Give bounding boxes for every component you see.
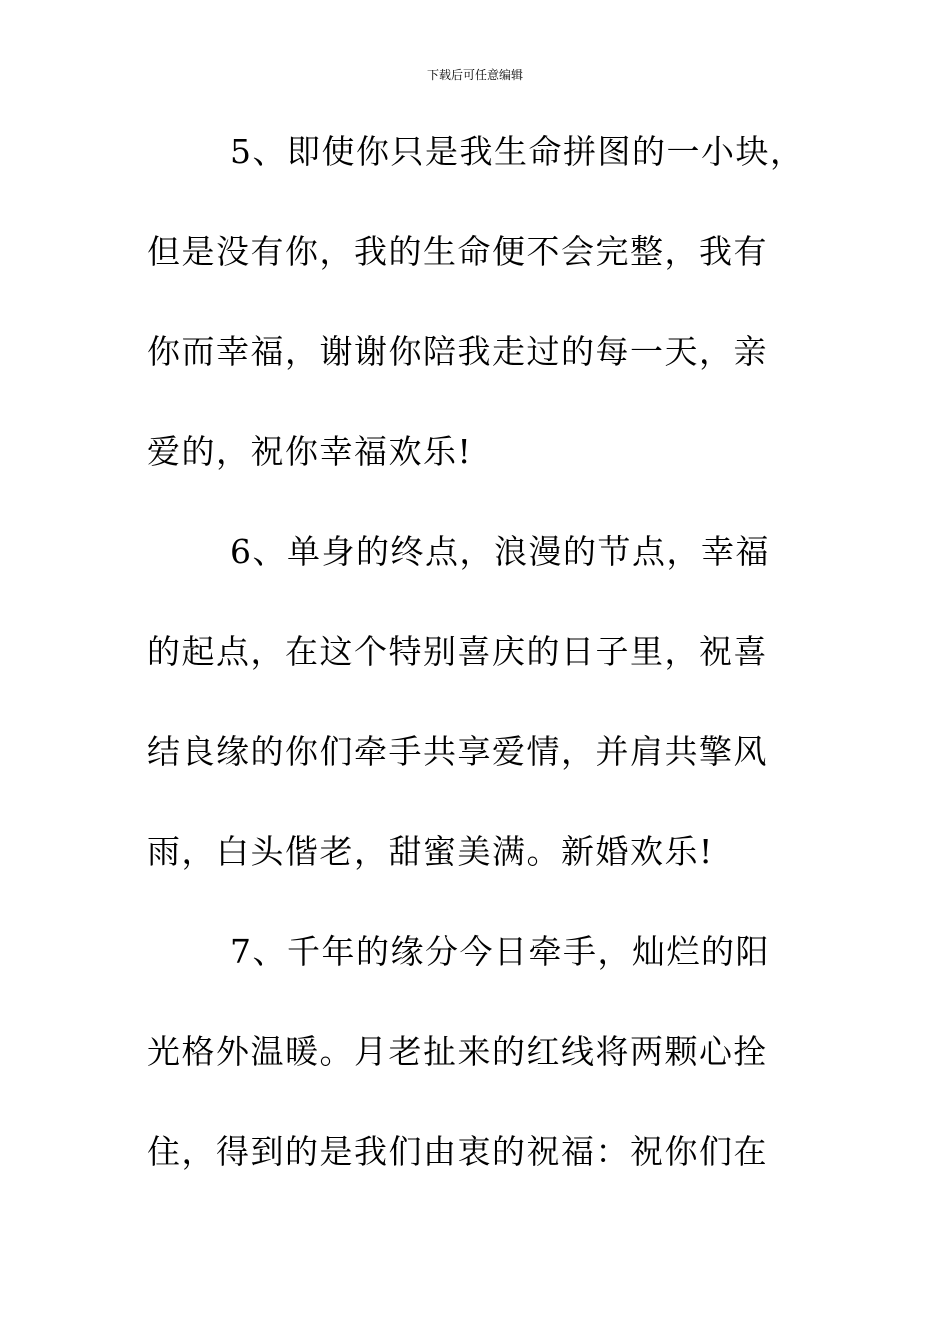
paragraph-7-line-2: 光格外温暖。月老扯来的红线将两颗心拴 [147,1032,768,1071]
paragraph-5-line-4: 爱的，祝你幸福欢乐! [147,432,473,471]
paragraph-5-line-3: 你而幸福，谢谢你陪我走过的每一天，亲 [147,332,768,371]
paragraph-7-line-1: 7、千年的缘分今日牵手，灿烂的阳 [230,932,770,971]
paragraph-5-line-2: 但是没有你，我的生命便不会完整，我有 [147,232,768,271]
paragraph-6-line-3: 结良缘的你们牵手共享爱情，并肩共擎风 [147,732,768,771]
page-header: 下载后可任意编辑 [426,68,523,82]
paragraph-5-line-1: 5、即使你只是我生命拼图的一小块， [230,132,805,171]
paragraph-6-line-2: 的起点，在这个特别喜庆的日子里，祝喜 [147,632,768,671]
paragraph-6-line-1: 6、单身的终点，浪漫的节点，幸福 [230,532,770,571]
paragraph-7-line-3: 住，得到的是我们由衷的祝福：祝你们在 [147,1132,768,1171]
paragraph-6-line-4: 雨，白头偕老，甜蜜美满。新婚欢乐! [147,832,714,871]
